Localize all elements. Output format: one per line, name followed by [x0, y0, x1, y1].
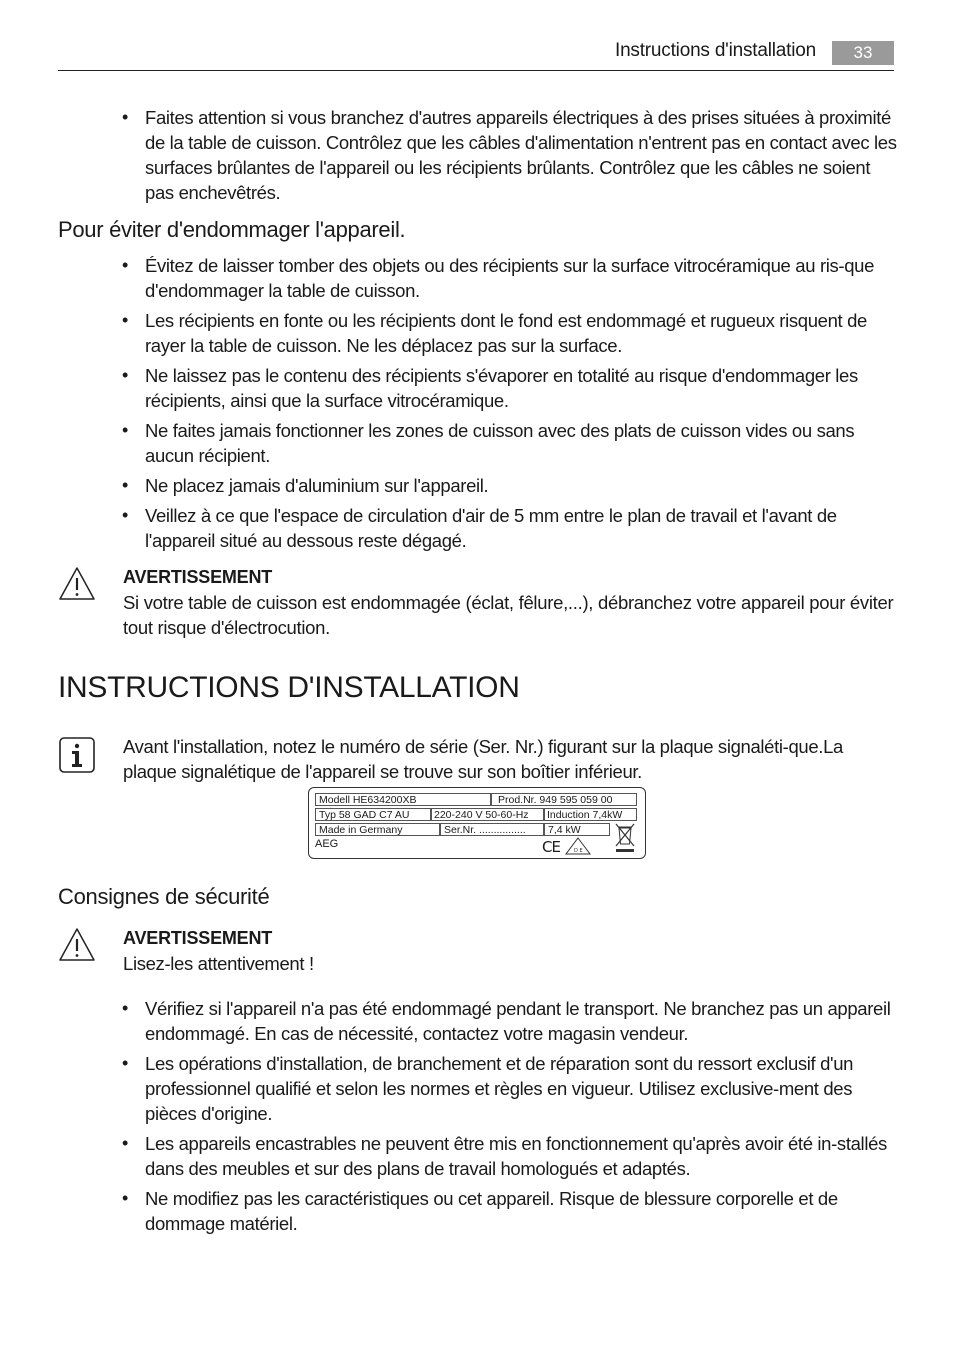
damage-bullet-list — [122, 253, 897, 558]
list-item: • Faites attention si vous branchez d'autres appareils électriques à des prises situées à proximité de la table de cuisson. Contrôlez que les câbles d'alimentation n'entrent pas en contact avec les surfaces brûlantes de l'appareil ou les récipients brûlants. Contrôlez que les câbles ne soient pas enchevêtrés. — [122, 107, 897, 203]
list-item: • Les opérations d'installation, de branchement et de réparation sont du ressort exclusif d'un professionnel qualifié et selon les normes et règles en vigueur. Utilisez exclusive-ment des pièces d'origine. — [122, 1053, 854, 1124]
list-item: • Ne laissez pas le contenu des récipients s'évaporer en totalité au risque d'endommager les récipients, ainsi que la surface vitrocéramique. — [122, 365, 858, 411]
list-item: • Vérifiez si l'appareil n'a pas été endommagé pendant le transport. Ne branchez pas un appareil endommagé. En cas de nécessité, contactez votre magasin vendeur. — [122, 998, 891, 1044]
bullet-icon: • — [122, 475, 128, 495]
warning-text: Lisez-les attentivement ! — [123, 953, 314, 974]
plate-power: 7,4 kW — [544, 823, 610, 836]
info-text: , notez le numéro de série (Ser. Nr.) figurant sur la plaque signaléti-que. — [263, 736, 824, 757]
bullet-icon: • — [122, 365, 128, 385]
bullet-icon: • — [122, 310, 128, 330]
page-header — [58, 38, 894, 71]
header-title: Instructions d'installation — [614, 40, 816, 61]
warning-triangle-icon — [58, 565, 96, 603]
bullet-icon: • — [122, 1188, 128, 1208]
info-emphasis: La plaque signalétique de l'appareil se trouve sur son boîtier inférieur. — [123, 736, 843, 782]
list-item: • Ne placez jamais d'aluminium sur l'appareil. — [122, 475, 489, 496]
bullet-icon: • — [122, 107, 128, 127]
bullet-icon: • — [122, 420, 128, 440]
weee-bin-icon — [613, 822, 637, 854]
section-heading: Pour éviter d'endommager l'appareil. — [58, 217, 406, 242]
safety-bullet-list — [122, 996, 897, 1241]
warning-label: AVERTISSEMENT — [123, 928, 273, 948]
page-title: INSTRUCTIONS D'INSTALLATION — [58, 671, 520, 704]
plate-brand: AEG — [315, 838, 339, 850]
plate-ser-nr: Ser.Nr. ................ — [440, 823, 544, 836]
safety-mark-icon — [565, 837, 591, 855]
list-item: • Ne modifiez pas les caractéristiques ou cet appareil. Risque de blessure corporelle et de dommage matériel. — [122, 1188, 838, 1234]
page-number: 33 — [832, 41, 894, 65]
plate-model: Modell HE634200XB — [315, 793, 491, 806]
plate-made-in: Made in Germany — [315, 823, 440, 836]
info-icon — [58, 736, 96, 774]
list-item: • Veillez à ce que l'espace de circulation d'air de 5 mm entre le plan de travail et l'avant de l'appareil situé au dessous reste dégagé. — [122, 505, 837, 551]
plate-type: Typ 58 GAD C7 AU — [315, 808, 431, 821]
warning-triangle-icon — [58, 926, 96, 964]
bullet-icon: • — [122, 1053, 128, 1073]
warning-label: AVERTISSEMENT — [123, 567, 273, 587]
plate-induction: Induction 7,4kW — [544, 808, 637, 821]
bullet-icon: • — [122, 998, 128, 1018]
list-item: • Ne faites jamais fonctionner les zones de cuisson avec des plats de cuisson vides ou sans aucun récipient. — [122, 420, 855, 466]
warning-text: Si votre table de cuisson est endommagée (éclat, fêlure,...), débranchez votre appareil pour éviter tout risque d'électrocution. — [123, 592, 894, 638]
svg-text:D E: D E — [574, 848, 583, 854]
bullet-icon: • — [122, 505, 128, 525]
top-bullet-list — [122, 105, 897, 210]
list-item: • Évitez de laisser tomber des objets ou des récipients sur la surface vitrocéramique au ris-que d'endommager la table de cuisson. — [122, 255, 875, 301]
list-item: • Les appareils encastrables ne peuvent être mis en fonctionnement qu'après avoir été in-stallés dans des meubles et sur des plans de travail homologués et adaptés. — [122, 1133, 887, 1179]
ce-mark-icon: CE — [542, 838, 560, 856]
bullet-icon: • — [122, 255, 128, 275]
list-item: • Les récipients en fonte ou les récipients dont le fond est endommagé et rugueux risquent de rayer la table de cuisson. Ne les déplacez pas sur la surface. — [122, 310, 867, 356]
rating-plate-image — [308, 787, 646, 859]
info-lead: Avant l'installation — [123, 736, 264, 757]
section-heading: Consignes de sécurité — [58, 884, 270, 909]
bullet-icon: • — [122, 1133, 128, 1153]
plate-voltage: 220-240 V 50-60-Hz — [431, 808, 544, 821]
plate-prod-nr: Prod.Nr. 949 595 059 00 — [491, 793, 637, 806]
